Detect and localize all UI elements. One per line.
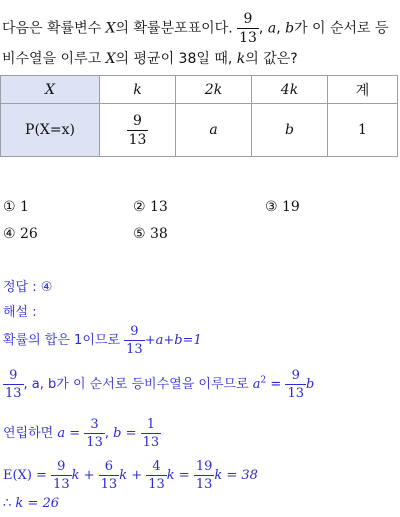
choice-4[interactable]: ④ 26 bbox=[3, 226, 38, 242]
solution-step-1: 확률의 합은 1이므로 $\frac{9}{13}$ +a+b=1 bbox=[3, 324, 202, 357]
question-text: 의 확률분포표이다. bbox=[115, 20, 238, 37]
solution-step-3: 연립하면 a = $\frac{3}{13}$ , b = $\frac{1}{13}$ bbox=[3, 417, 160, 450]
fraction-9-13: $\frac{9}{13}$ bbox=[128, 112, 147, 148]
header-cell-total: 계 bbox=[328, 76, 398, 104]
var-x: X bbox=[105, 51, 116, 67]
solution-step-2: $\frac{9}{13}$ , a, b가 이 순서로 등비수열을 이루므로 $a^2$ = $\frac{9}{13}$ b bbox=[5, 368, 315, 401]
question-text: 다음은 확률변수 bbox=[2, 20, 106, 37]
var-k: k bbox=[236, 51, 246, 67]
fraction-1-13: $\frac{1}{13}$ bbox=[142, 417, 160, 450]
cell-fraction bbox=[100, 104, 176, 157]
header-cell-2k: 2k bbox=[176, 76, 252, 104]
solution-step-4: E(X) = $\frac{9}{13}$ k + $\frac{6}{13}$ k + $\frac{4}{13}$ k = $\frac{19}{13}$ k = 38 bbox=[3, 459, 258, 492]
var-a: a bbox=[267, 20, 277, 37]
explanation-label: 해설 : bbox=[3, 305, 37, 320]
question-text: 가 이 순서로 등 bbox=[294, 20, 389, 37]
var-b: b bbox=[285, 20, 295, 37]
answer-line: 정답 : ④ bbox=[3, 280, 53, 295]
cell-b: b bbox=[252, 104, 328, 157]
choice-5[interactable]: ⑤ 38 bbox=[133, 226, 168, 242]
fraction-9-13: $\frac{9}{13}$ bbox=[287, 368, 304, 401]
solution-step-5: ∴ k = 26 bbox=[3, 496, 59, 511]
fraction-9-13: $\frac{9}{13}$ bbox=[5, 368, 22, 401]
answer-mark: ④ bbox=[40, 280, 53, 295]
fraction-9-13: $\frac{9}{13}$ bbox=[239, 11, 257, 46]
question-line-2: 비수열을 이루고 X의 평균이 38일 때, k의 값은? bbox=[2, 51, 298, 67]
therefore-symbol: ∴ bbox=[3, 496, 16, 511]
row-label-probability: P(X=x) bbox=[1, 104, 100, 157]
cell-total: 1 bbox=[328, 104, 398, 157]
choice-3[interactable]: ③ 19 bbox=[265, 199, 300, 215]
table-probability-row bbox=[1, 104, 398, 157]
header-cell-4k: 4k bbox=[252, 76, 328, 104]
cell-a: a bbox=[176, 104, 252, 157]
table-header-row bbox=[1, 76, 398, 104]
var-x: X bbox=[105, 20, 116, 37]
question-line-1: 다음은 확률변수 X의 확률분포표이다. $\frac{9}{13}$ , a, b가 이 순서로 등 bbox=[2, 11, 389, 46]
header-cell-x: X bbox=[1, 76, 100, 104]
choice-1[interactable]: ① 1 bbox=[3, 199, 29, 215]
header-cell-k: k bbox=[100, 76, 176, 104]
fraction-9-13: $\frac{9}{13}$ bbox=[126, 324, 143, 357]
choice-2[interactable]: ② 13 bbox=[133, 199, 168, 215]
fraction-3-13: $\frac{3}{13}$ bbox=[86, 417, 103, 450]
probability-distribution-table bbox=[0, 75, 398, 157]
